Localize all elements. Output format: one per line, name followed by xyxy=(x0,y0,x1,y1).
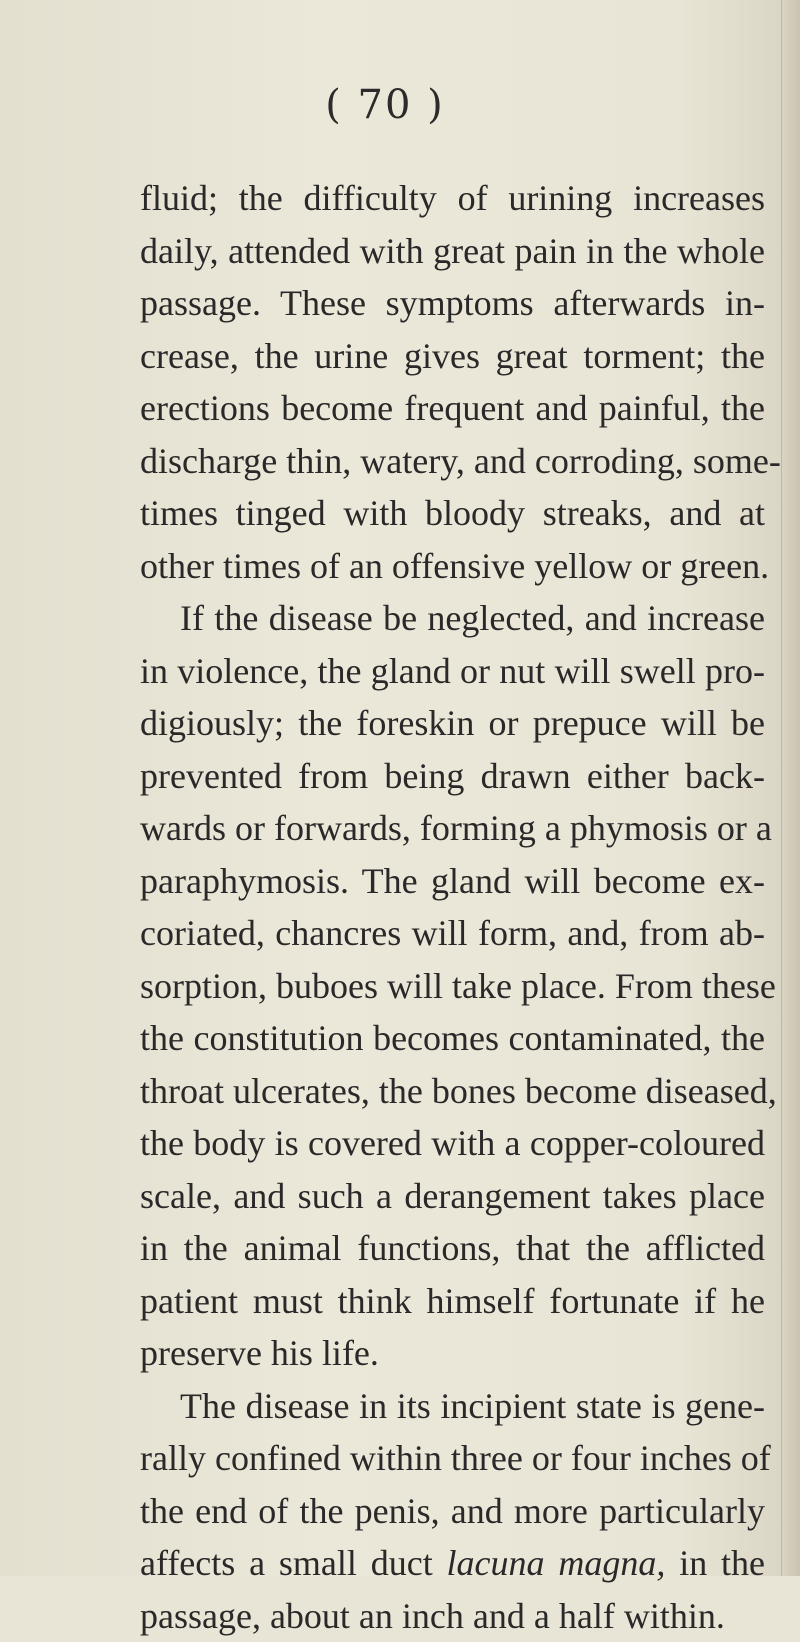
body-text xyxy=(140,172,765,1642)
page-number: ( 70 ) xyxy=(0,82,770,128)
text-line: patient must think himself fortunate if he xyxy=(140,1275,765,1328)
text-line: fluid; the difficulty of urining increases xyxy=(140,172,765,225)
text-line: wards or forwards, forming a phymosis or a xyxy=(140,802,765,855)
text-line: times tinged with bloody streaks, and at xyxy=(140,487,765,540)
text-line: daily, attended with great pain in the whole xyxy=(140,225,765,278)
text-line: crease, the urine gives great torment; the xyxy=(140,330,765,383)
text-fragment: in the xyxy=(679,1543,765,1583)
text-line: discharge thin, watery, and corroding, some- xyxy=(140,435,765,488)
text-line: paraphymosis. The gland will become ex- xyxy=(140,855,765,908)
text-line: the end of the penis, and more particularly xyxy=(140,1485,765,1538)
text-line: other times of an offensive yellow or green. xyxy=(140,540,765,593)
text-line: If the disease be neglected, and increase xyxy=(140,592,765,645)
text-line: The disease in its incipient state is gene- xyxy=(140,1380,765,1433)
text-line: erections become frequent and painful, the xyxy=(140,382,765,435)
text-line: digiously; the foreskin or prepuce will be xyxy=(140,697,765,750)
text-line: throat ulcerates, the bones become diseased, xyxy=(140,1065,765,1118)
text-line: coriated, chancres will form, and, from ab- xyxy=(140,907,765,960)
text-line: passage. These symptoms afterwards in- xyxy=(140,277,765,330)
text-line: the constitution becomes contaminated, the xyxy=(140,1012,765,1065)
text-line: preserve his life. xyxy=(140,1327,765,1380)
italic-term: lacuna magna, xyxy=(447,1543,666,1583)
text-line-mixed xyxy=(140,1537,765,1590)
text-line: passage, about an inch and a half within. xyxy=(140,1590,765,1642)
text-fragment: affects a small duct xyxy=(140,1543,433,1583)
text-line: sorption, buboes will take place. From these xyxy=(140,960,765,1013)
text-line: rally confined within three or four inches of xyxy=(140,1432,765,1485)
text-line: in violence, the gland or nut will swell pro- xyxy=(140,645,765,698)
text-line: in the animal functions, that the afflicted xyxy=(140,1222,765,1275)
text-line: scale, and such a derangement takes place xyxy=(140,1170,765,1223)
page-edge xyxy=(781,0,800,1576)
text-line: the body is covered with a copper-coloured xyxy=(140,1117,765,1170)
text-line: prevented from being drawn either back- xyxy=(140,750,765,803)
